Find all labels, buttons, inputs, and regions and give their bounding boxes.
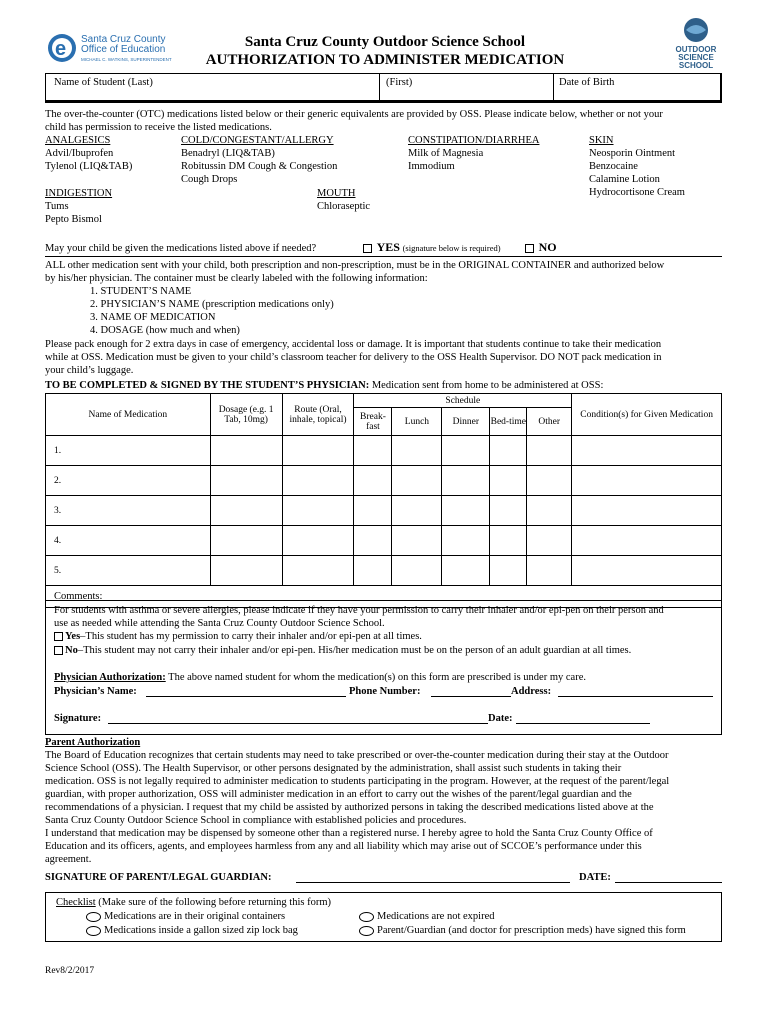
- school-title: Santa Cruz County Outdoor Science School: [244, 34, 526, 50]
- divider: [45, 256, 722, 257]
- checklist-box: [45, 892, 722, 942]
- parent-auth-line: Santa Cruz County Outdoor Science School in compliance with established policies and procedures.: [45, 815, 467, 826]
- indigestion-list: [45, 187, 112, 226]
- checklist-item-label: Medications inside a gallon sized zip lock bag: [104, 925, 298, 936]
- revision-footer: Rev8/2/2017: [45, 966, 95, 976]
- check-circle-icon[interactable]: [86, 926, 101, 936]
- yes-checkbox[interactable]: [363, 244, 372, 253]
- check-circle-icon[interactable]: [359, 926, 374, 936]
- header-other: Other: [527, 408, 572, 436]
- other-meds-text-1: ALL other medication sent with your child, both prescription and non-prescription, must be in the ORIGINAL CONTAINER and authorized below: [45, 260, 665, 271]
- inhaler-yes-option[interactable]: [54, 630, 422, 643]
- table-row[interactable]: [46, 496, 722, 526]
- list-item: 1. STUDENT’S NAME: [90, 286, 192, 297]
- phone-label: Phone Number:: [349, 686, 421, 697]
- row-number: 3.: [46, 496, 211, 526]
- checklist-header: [56, 896, 331, 909]
- physician-name-line[interactable]: [146, 696, 346, 697]
- parent-auth-body: [45, 749, 735, 866]
- checklist-item-1[interactable]: [86, 910, 285, 923]
- row-number: 2.: [46, 466, 211, 496]
- header-route: Route (Oral, inhale, topical): [282, 394, 354, 436]
- otc-item: Tylenol (LIQ&TAB): [45, 161, 133, 172]
- parent-signature-label: SIGNATURE OF PARENT/LEGAL GUARDIAN:: [45, 872, 272, 883]
- otc-intro-2: child has permission to receive the listed medications.: [45, 122, 272, 133]
- header-bedtime: Bed-time: [490, 408, 527, 436]
- otc-item: Tums: [45, 201, 69, 212]
- otc-item: Pepto Bismol: [45, 214, 102, 225]
- otc-item: Robitussin DM Cough & Congestion: [181, 161, 338, 172]
- other-meds-text-2: by his/her physician. The container must be clearly labeled with the following information:: [45, 273, 428, 284]
- first-name-field[interactable]: (First): [386, 77, 413, 88]
- otc-item: Hydrocortisone Cream: [589, 187, 685, 198]
- cold-list: [181, 134, 337, 186]
- physician-heading-rest: Medication sent from home to be administered at OSS:: [369, 380, 604, 391]
- checklist-item-label: Parent/Guardian (and doctor for prescription meds) have signed this form: [377, 925, 686, 936]
- table-row[interactable]: [46, 466, 722, 496]
- header-lunch: Lunch: [392, 408, 442, 436]
- otc-item: Chloraseptic: [317, 201, 371, 212]
- inhaler-yes-text: –This student has my permission to carry their inhaler and/or epi-pen at all times.: [80, 631, 422, 642]
- otc-item: Neosporin Ointment: [589, 148, 676, 159]
- list-item: 4. DOSAGE (how much and when): [90, 325, 240, 336]
- otc-intro-1: The over-the-counter (OTC) medications listed below or their generic equivalents are provided by OSS. Please indicate below, whether or not your: [45, 109, 663, 120]
- parent-auth-line: The Board of Education recognizes that certain students may need to take prescribed or over-the-counter medication during their stay at the Outdoor: [45, 750, 669, 761]
- label-requirements-list: [90, 285, 334, 337]
- otc-item: Benzocaine: [589, 161, 638, 172]
- otc-question: May your child be given the medications listed above if needed?: [45, 243, 317, 254]
- form-title: AUTHORIZATION TO ADMINISTER MEDICATION: [205, 52, 565, 68]
- checklist-note: (Make sure of the following before returning this form): [95, 897, 331, 908]
- no-checkbox[interactable]: [525, 244, 534, 253]
- student-name-row: [45, 73, 722, 103]
- svg-text:e: e: [55, 38, 67, 60]
- physician-auth-text: The above named student for whom the medication(s) on this form are prescribed is under my care.: [165, 672, 586, 683]
- otc-item: Calamine Lotion: [589, 174, 660, 185]
- constipation-list: [408, 134, 539, 173]
- inhaler-no-text: –This student may not carry their inhaler and/or epi-pen. His/her medication must be on the person of an adult guardian at all times.: [77, 645, 632, 656]
- otc-no-option[interactable]: [523, 241, 557, 255]
- parent-date-line[interactable]: [615, 882, 722, 883]
- logo-text: Santa Cruz County Office of Education: [81, 34, 166, 55]
- checklist-item-2[interactable]: [359, 910, 495, 923]
- pack-text-1: Please pack enough for 2 extra days in case of emergency, accidental loss or damage. It is important that students continue to take their medication: [45, 339, 662, 350]
- inhaler-yes-label: Yes: [65, 631, 81, 642]
- constipation-heading: CONSTIPATION/DIARRHEA: [408, 135, 540, 146]
- inhaler-yes-checkbox[interactable]: [54, 632, 63, 641]
- header-dosage: Dosage (e.g. 1 Tab, 10mg): [210, 394, 282, 436]
- otc-item: Advil/Ibuprofen: [45, 148, 114, 159]
- row-number: 4.: [46, 526, 211, 556]
- oss-logo-text: OUTDOOR SCIENCE SCHOOL: [675, 45, 717, 70]
- mouth-heading: MOUTH: [317, 188, 356, 199]
- physician-auth-line: [54, 671, 586, 684]
- parent-auth-line: Science School (OSS). The Health Supervisor, or other persons designated by the administration, shall assist such students in taking their: [45, 763, 622, 774]
- checklist-item-3[interactable]: [86, 924, 298, 937]
- medication-table: [45, 393, 722, 608]
- yes-note: (signature below is required): [402, 243, 501, 253]
- parent-auth-line: medication. OSS is not legally required to administer medication to students participating in the program. However, at the request of the parent/legal: [45, 776, 670, 787]
- otc-item: Benadryl (LIQ&TAB): [181, 148, 275, 159]
- checklist-item-label: Medications are not expired: [377, 911, 495, 922]
- parent-auth-heading: Parent Authorization: [45, 737, 141, 748]
- parent-auth-line: agreement.: [45, 854, 92, 865]
- header-schedule: Schedule: [354, 394, 572, 408]
- check-circle-icon[interactable]: [86, 912, 101, 922]
- mouth-list: [317, 187, 370, 213]
- pack-text-2: while at OSS. Medication must be given to your child’s classroom teacher for delivery to the OSS Health Supervisor. DO NOT pack medication in: [45, 352, 662, 363]
- physician-name-label: Physician’s Name:: [54, 686, 137, 697]
- otc-item: Milk of Magnesia: [408, 148, 484, 159]
- physician-auth-label: Physician Authorization:: [54, 672, 166, 683]
- check-circle-icon[interactable]: [359, 912, 374, 922]
- address-label: Address:: [511, 686, 552, 697]
- header-name: Name of Medication: [46, 394, 211, 436]
- phone-line[interactable]: [431, 696, 511, 697]
- analgesics-list: [45, 134, 132, 173]
- no-label: NO: [538, 240, 557, 254]
- address-line[interactable]: [558, 696, 713, 697]
- header-dinner: Dinner: [442, 408, 490, 436]
- otc-yes-option[interactable]: [361, 241, 501, 255]
- pack-text-3: your child’s luggage.: [45, 365, 134, 376]
- checklist-item-label: Medications are in their original containers: [104, 911, 286, 922]
- parent-date-label: DATE:: [579, 872, 611, 883]
- skin-heading: SKIN: [589, 135, 614, 146]
- list-item: 3. NAME OF MEDICATION: [90, 312, 216, 323]
- physician-date-label: Date:: [488, 713, 513, 724]
- cold-heading: COLD/CONGESTANT/ALLERGY: [181, 135, 334, 146]
- inhaler-no-option[interactable]: [54, 644, 631, 657]
- parent-signature-line[interactable]: [296, 882, 570, 883]
- table-row[interactable]: [46, 436, 722, 466]
- physician-section-heading: [45, 379, 603, 392]
- physician-signature-line[interactable]: [108, 723, 488, 724]
- checklist-label: Checklist: [56, 897, 96, 908]
- skin-list: [589, 134, 685, 199]
- inhaler-no-label: No: [65, 645, 78, 656]
- parent-auth-line: recommendations of a physician. I request that my child be assisted by authorized persons in taking the described medications listed above at the: [45, 802, 654, 813]
- list-item: 2. PHYSICIAN’S NAME (prescription medications only): [90, 299, 334, 310]
- header-conditions: Condition(s) for Given Medication: [572, 394, 722, 436]
- physician-heading-bold: TO BE COMPLETED & SIGNED BY THE STUDENT’S PHYSICIAN:: [45, 380, 370, 391]
- parent-auth-line: guardian, with proper authorization, OSS will administer medication in an effort to carry out the wishes of the parent/legal guardian and the: [45, 789, 632, 800]
- row-number: 1.: [46, 436, 211, 466]
- inhaler-physician-box: [45, 600, 722, 735]
- last-name-field[interactable]: Name of Student (Last): [54, 77, 153, 88]
- dob-field[interactable]: Date of Birth: [559, 77, 615, 88]
- parent-auth-line: I understand that medication may be dispensed by someone other than a registered nurse. I hereby agree to hold the Santa Cruz County Office of: [45, 828, 653, 839]
- checklist-item-4[interactable]: [359, 924, 686, 937]
- table-row[interactable]: [46, 556, 722, 586]
- inhaler-text-1: For students with asthma or severe allergies, please indicate if they have your permission to carry their inhaler and/or epi-pen on their person and: [54, 605, 664, 616]
- header-breakfast: Break-fast: [354, 408, 392, 436]
- parent-auth-line: Education and its officers, agents, and employees harmless from any and all liability which may arise out of SCCOE’s performance under this: [45, 841, 642, 852]
- row-number: 5.: [46, 556, 211, 586]
- comments-field[interactable]: Comments:: [46, 586, 722, 608]
- physician-date-line[interactable]: [516, 723, 650, 724]
- inhaler-text-2: use as needed while attending the Santa Cruz County Outdoor Science School.: [54, 618, 385, 629]
- table-row[interactable]: [46, 526, 722, 556]
- otc-item: Cough Drops: [181, 174, 238, 185]
- yes-label: YES: [376, 240, 400, 254]
- physician-signature-label: Signature:: [54, 713, 102, 724]
- analgesics-heading: ANALGESICS: [45, 135, 111, 146]
- otc-item: Immodium: [408, 161, 455, 172]
- indigestion-heading: INDIGESTION: [45, 188, 113, 199]
- logo-subtext: MICHAEL C. WATKINS, SUPERINTENDENT: [81, 57, 172, 62]
- inhaler-no-checkbox[interactable]: [54, 646, 63, 655]
